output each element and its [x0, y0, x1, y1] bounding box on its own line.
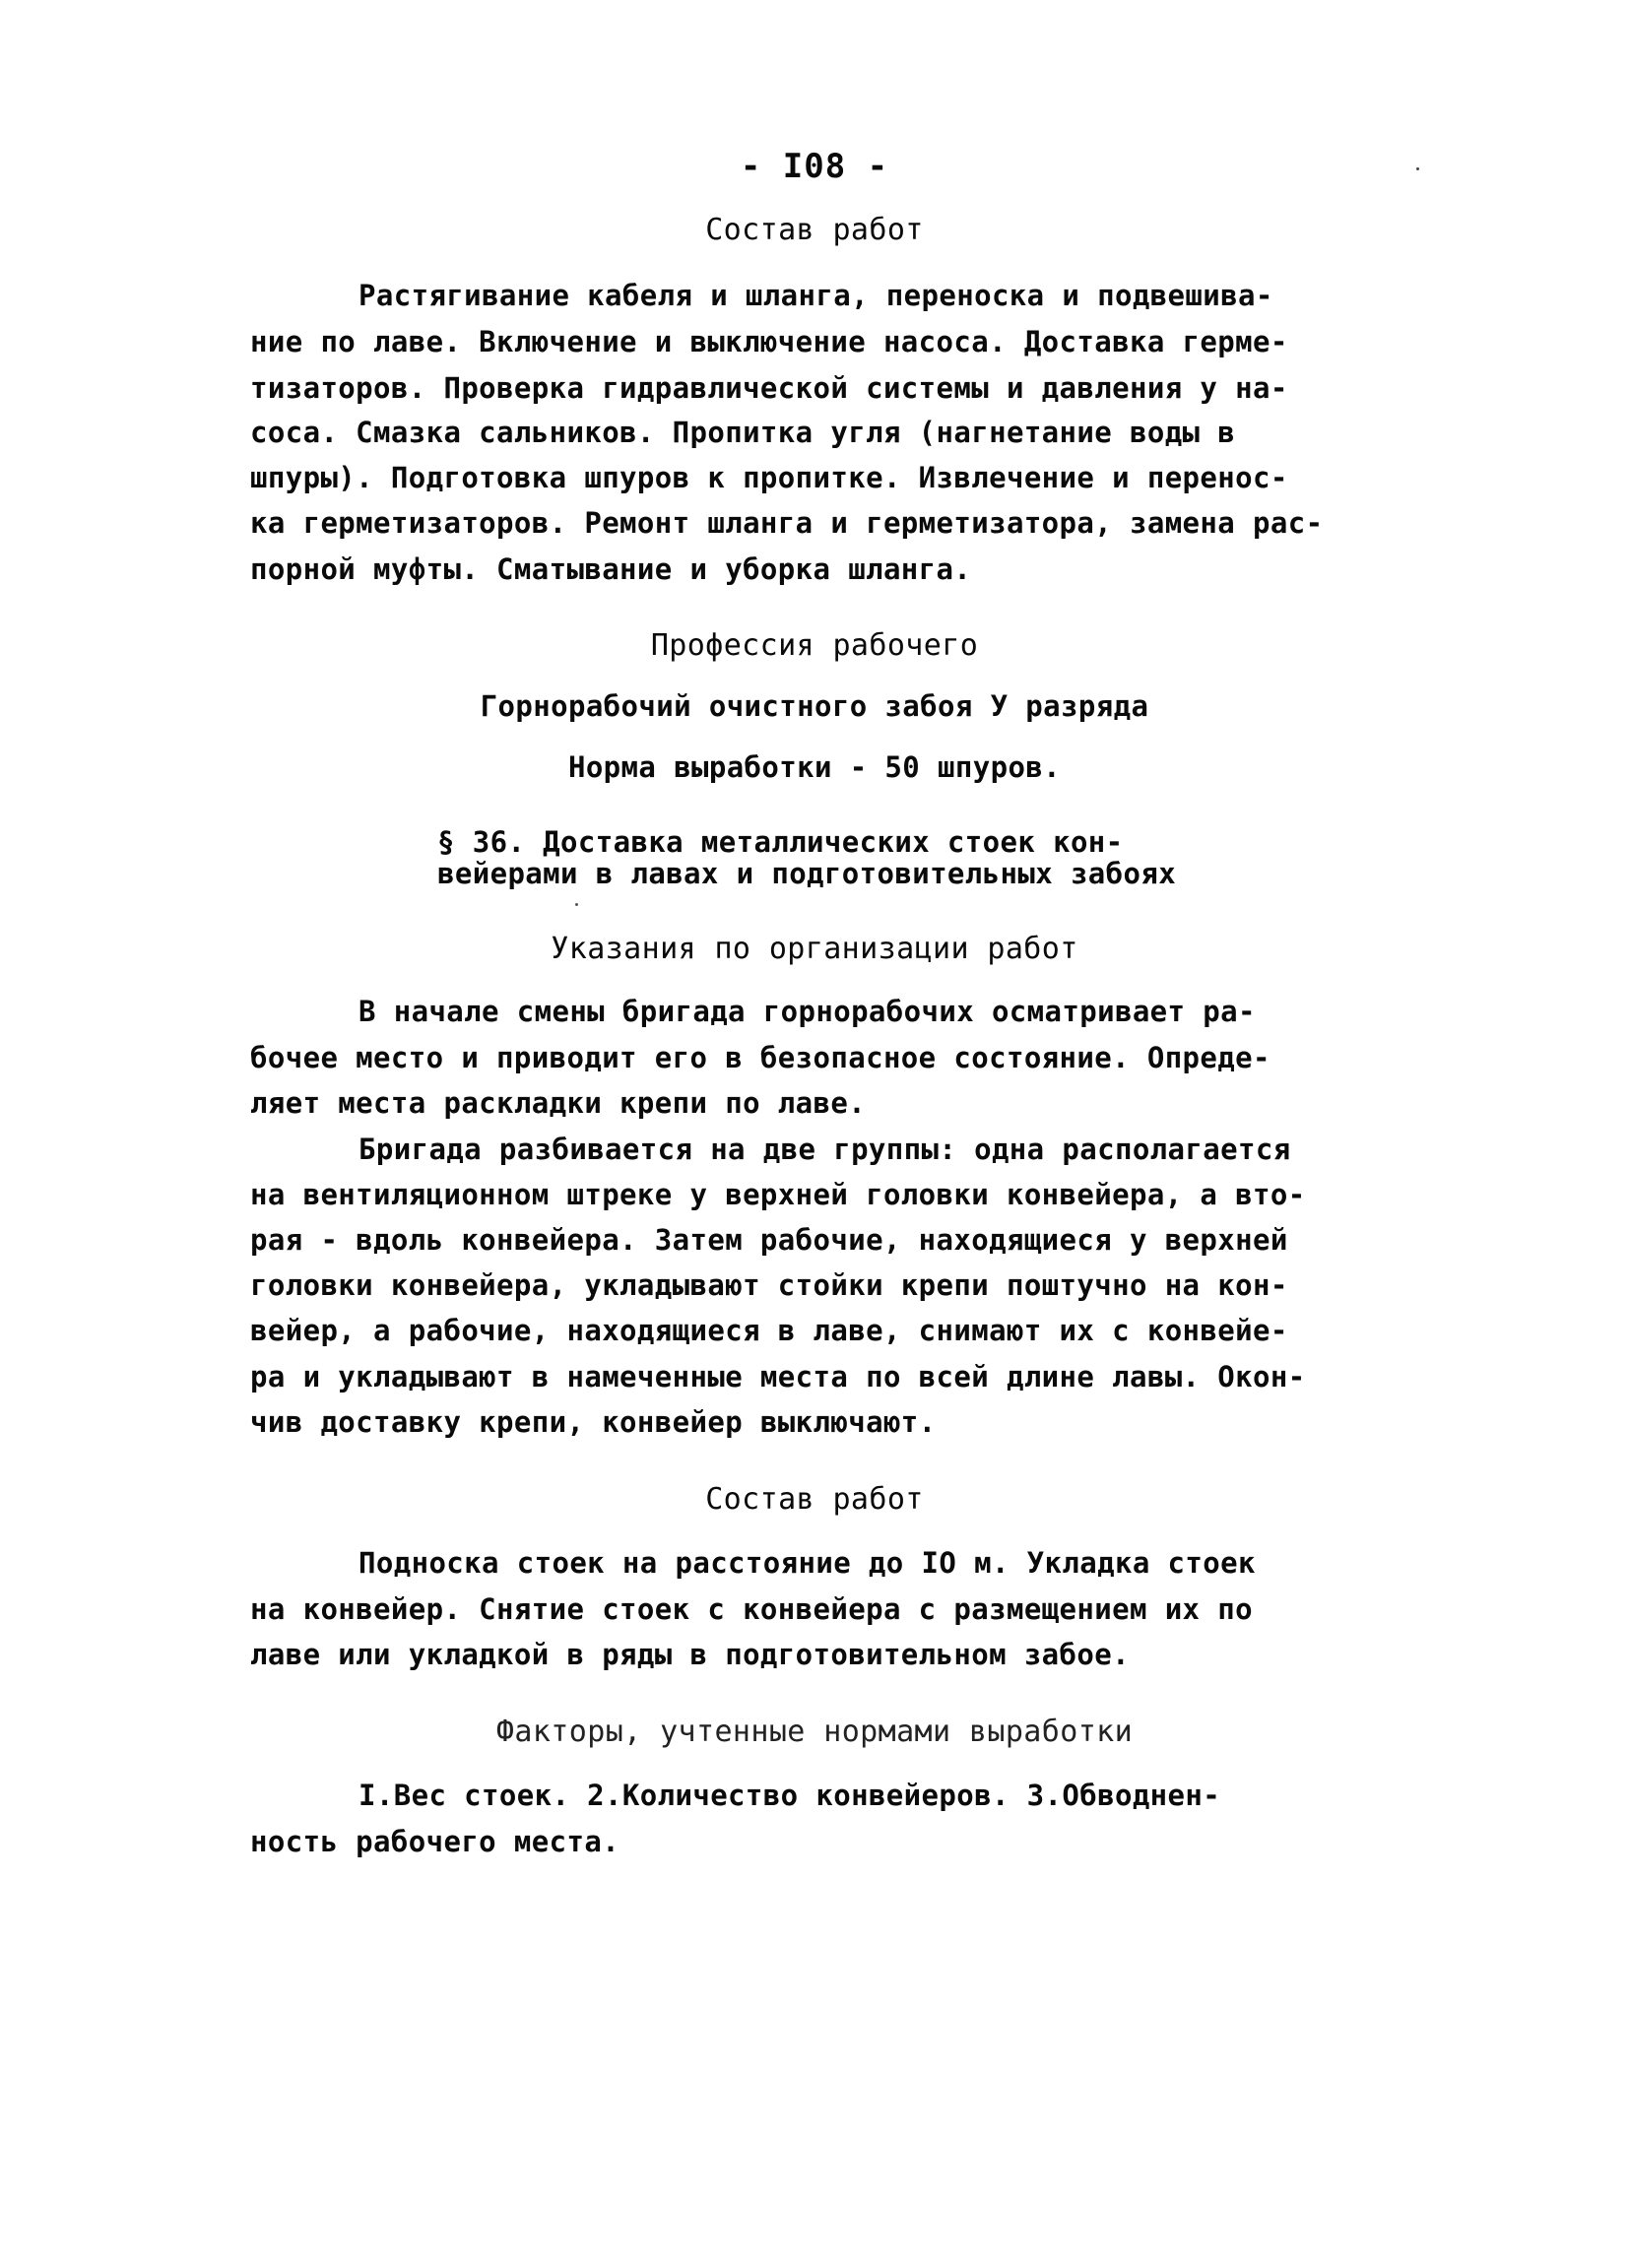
text-line: рая - вдоль конвейера. Затем рабочие, находящиеся у верхней — [250, 1223, 1288, 1257]
section-heading-factors: Факторы, учтенные нормами выработки — [495, 1715, 1134, 1749]
section-heading-work-composition: Состав работ — [705, 213, 924, 247]
text-line: бочее место и приводит его в безопасное состояние. Опреде- — [250, 1041, 1271, 1074]
paragraph-title: вейерами в лавах и подготовительных забоях — [437, 857, 1177, 890]
text-line: ра и укладывают в намеченные места по всей длине лавы. Окон- — [250, 1360, 1306, 1393]
text-line: В начале смены бригада горнорабочих осматривает ра- — [358, 995, 1256, 1028]
text-line: соса. Смазка сальников. Пропитка угля (нагнетание воды в — [250, 416, 1236, 449]
text-line: тизаторов. Проверка гидравлической системы и давления у на- — [250, 371, 1288, 405]
scan-speck — [575, 903, 578, 906]
text-line: Бригада разбивается на две группы: одна располагается — [358, 1133, 1291, 1166]
text-line: чив доставку крепи, конвейер выключают. — [250, 1405, 937, 1439]
page-number: - I08 - — [740, 147, 889, 186]
worker-category: Горнорабочий очистного забоя У разряда — [480, 689, 1149, 723]
text-line: ние по лаве. Включение и выключение насоса. Доставка герме- — [250, 325, 1288, 358]
output-norm: Норма выработки - 50 шпуров. — [567, 750, 1062, 784]
section-heading-work-composition-2: Состав работ — [705, 1482, 924, 1517]
paragraph-title: § 36. Доставка металлических стоек кон- — [437, 825, 1124, 859]
text-line: порной муфты. Сматывание и уборка шланга. — [250, 552, 972, 586]
text-line: на вентиляционном штреке у верхней головки конвейера, а вто- — [250, 1178, 1306, 1211]
text-line: I.Вес стоек. 2.Количество конвейеров. 3.Обводнен- — [358, 1779, 1221, 1812]
text-line: головки конвейера, укладывают стойки крепи поштучно на кон- — [250, 1268, 1288, 1302]
text-line: ляет места раскладки крепи по лаве. — [250, 1086, 867, 1120]
text-line: вейер, а рабочие, находящиеся в лаве, снимают их с конвейе- — [250, 1314, 1288, 1347]
text-line: шпуры). Подготовка шпуров к пропитке. Извлечение и перенос- — [250, 461, 1288, 494]
section-heading-organization: Указания по организации работ — [551, 932, 1078, 966]
section-heading-profession: Профессия рабочего — [650, 628, 979, 663]
text-line: Подноска стоек на расстояние до IO м. Укладка стоек — [358, 1546, 1256, 1580]
text-line: на конвейер. Снятие стоек с конвейера с размещением их по — [250, 1592, 1253, 1626]
text-line: лаве или укладкой в ряды в подготовительном забое. — [250, 1638, 1130, 1671]
text-line: ка герметизаторов. Ремонт шланга и герметизатора, замена рас- — [250, 506, 1324, 540]
text-line: Растягивание кабеля и шланга, переноска и подвешива- — [358, 279, 1273, 312]
text-line: ность рабочего места. — [250, 1825, 620, 1858]
